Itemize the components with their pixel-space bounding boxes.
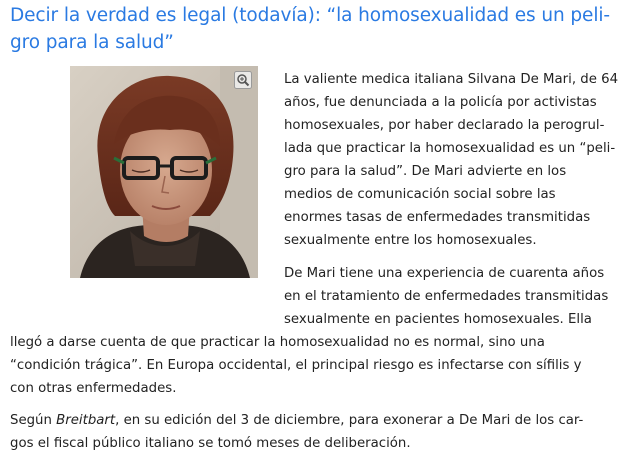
- paragraph-line: homosexuales, por haber declarado la perogrul-: [284, 118, 605, 133]
- paragraph-line: gro para la salud”. De Mari advierte en los: [284, 164, 567, 179]
- paragraph-line: enormes tasas de enfermedades transmitidas: [284, 210, 591, 225]
- paragraph-line: años, fue denunciada a la policía por activistas: [284, 95, 597, 110]
- paragraph-line: sexualmente entre los homosexuales.: [284, 233, 537, 248]
- article-title-line: gro para la salud”: [10, 32, 174, 53]
- article-title-line: Decir la verdad es legal (todavía): “la homosexualidad es un peli-: [10, 5, 610, 26]
- paragraph-line: gos el fiscal público italiano se tomó meses de deliberación.: [10, 436, 411, 451]
- article-paragraph-3: [10, 409, 583, 455]
- article-paragraph-1: [284, 68, 618, 252]
- paragraph-line: [10, 409, 583, 432]
- paragraph-line: medios de comunicación social sobre las: [284, 187, 556, 202]
- paragraph-text: , en su edición del 3 de diciembre, para exonerar a De Mari de los car-: [115, 413, 584, 428]
- paragraph-line: “condición trágica”. En Europa occidental, el principal riesgo es infectarse con sífilis y: [10, 358, 582, 373]
- article-title: [10, 2, 632, 56]
- paragraph-line: llegó a darse cuenta de que practicar la homosexualidad no es normal, sino una: [10, 335, 545, 350]
- source-name: Breitbart: [56, 413, 116, 428]
- article-photo: [70, 66, 258, 278]
- paragraph-line: lada que practicar la homosexualidad es un “peli-: [284, 141, 616, 156]
- magnifier-icon[interactable]: [234, 71, 252, 89]
- article-paragraph-2-bottom: [10, 331, 582, 400]
- paragraph-text: Según: [10, 413, 57, 428]
- paragraph-line: sexualmente en pacientes homosexuales. Ella: [284, 312, 592, 327]
- article-paragraph-2-top: [284, 262, 608, 331]
- paragraph-line: con otras enfermedades.: [10, 381, 177, 396]
- paragraph-line: en el tratamiento de enfermedades transmitidas: [284, 289, 609, 304]
- paragraph-line: La valiente medica italiana Silvana De Mari, de 64: [284, 72, 619, 87]
- paragraph-line: De Mari tiene una experiencia de cuarenta años: [284, 266, 605, 281]
